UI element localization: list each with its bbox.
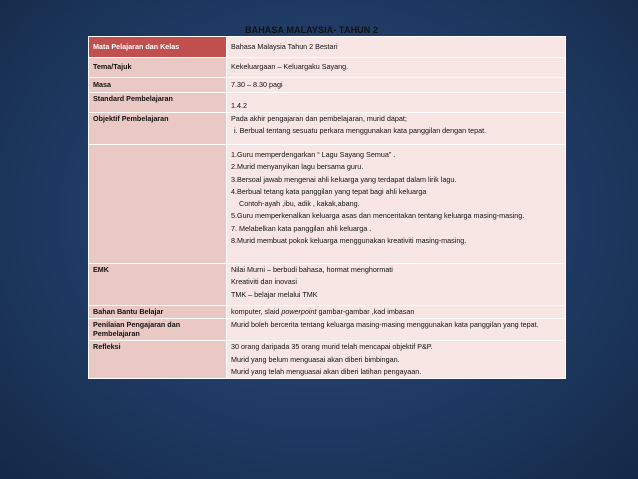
row-label: Refleksi (89, 341, 227, 379)
row-value: Bahasa Malaysia Tahun 2 Bestari (227, 37, 566, 58)
step-item: 7. Melabelkan kata panggilan ahli keluarga . (231, 223, 372, 233)
table-row-time (89, 78, 566, 93)
row-label: Tema/Tajuk (89, 58, 227, 78)
step-item: 3.Bersoal jawab mengenai ahli keluarga yang terdapat dalam lirik lagu. (231, 174, 457, 184)
row-value (227, 93, 566, 113)
row-label: Standard Pembelajaran (89, 93, 227, 113)
table-row-reflection (89, 341, 566, 379)
row-value (227, 306, 566, 319)
row-label: Penilaian Pengajaran dan Pembelajaran (89, 319, 227, 341)
reflection-item: 30 orang daripada 35 orang murid telah mencapai objektif P&P. (231, 342, 433, 352)
row-value (227, 113, 566, 145)
table-row-subject (89, 37, 566, 58)
table-row-aids (89, 306, 566, 319)
row-value: Murid boleh bercerita tentang keluarga masing-masing menggunakan kata panggilan yang tepat. (227, 319, 566, 341)
emk-item: TMK – belajar melalui TMK (231, 289, 318, 299)
aids-text: komputer, slaid (231, 307, 282, 316)
table-row-theme (89, 58, 566, 78)
lesson-plan-table (88, 36, 566, 379)
row-label (89, 145, 227, 264)
table-row-standard (89, 93, 566, 113)
step-item: 1.Guru memperdengarkan “ Lagu Sayang Semua” . (231, 150, 396, 159)
table-row-objective (89, 113, 566, 145)
step-item: Contoh-ayah ,ibu, adik , kakak,abang. (239, 199, 360, 209)
step-item: 5.Guru memperkenalkan keluarga asas dan menceritakan tentang keluarga masing-masing. (231, 211, 525, 221)
emk-item: Kreativiti dan inovasi (231, 277, 297, 287)
row-label: Bahan Bantu Belajar (89, 306, 227, 319)
emk-item: Nilai Murni – berbudi bahasa, hormat menghormati (231, 265, 393, 274)
table-row-emk (89, 264, 566, 306)
row-value (227, 341, 566, 379)
reflection-item: Murid yang telah menguasai akan diberi latihan pengayaan. (231, 366, 422, 376)
row-label: EMK (89, 264, 227, 306)
row-label: Mata Pelajaran dan Kelas (89, 37, 227, 58)
standard-code: 1.4.2 (231, 100, 247, 110)
step-item: 2.Murid menyanyikan lagu bersama guru. (231, 162, 364, 172)
objective-item: i. Berbual tentang sesuatu perkara menggunakan kata panggilan dengan tepat. (234, 126, 487, 136)
row-value: 7.30 – 8.30 pagi (227, 78, 566, 93)
row-value (227, 145, 566, 264)
row-value: Kekeluargaan – Keluargaku Sayang. (227, 58, 566, 78)
step-item: 4.Berbual tetang kata panggilan yang tepat bagi ahli keluarga (231, 186, 427, 196)
row-label: Objektif Pembelajaran (89, 113, 227, 145)
document-title: BAHASA MALAYSIA- TAHUN 2 (245, 25, 379, 35)
reflection-item: Murid yang belum menguasai akan diberi bimbingan. (231, 354, 400, 364)
objective-intro: Pada akhir pengajaran dan pembelajaran, murid dapat; (231, 114, 407, 123)
step-item: 8.Murid membuat pokok keluarga menggunakan kreativiti masing-masing. (231, 235, 467, 245)
row-value (227, 264, 566, 306)
row-label: Masa (89, 78, 227, 93)
table-row-steps (89, 145, 566, 264)
aids-text-italic: powerpoint (281, 307, 317, 316)
table-row-assessment (89, 319, 566, 341)
aids-text: gambar-gambar ,kad imbasan (316, 307, 415, 316)
